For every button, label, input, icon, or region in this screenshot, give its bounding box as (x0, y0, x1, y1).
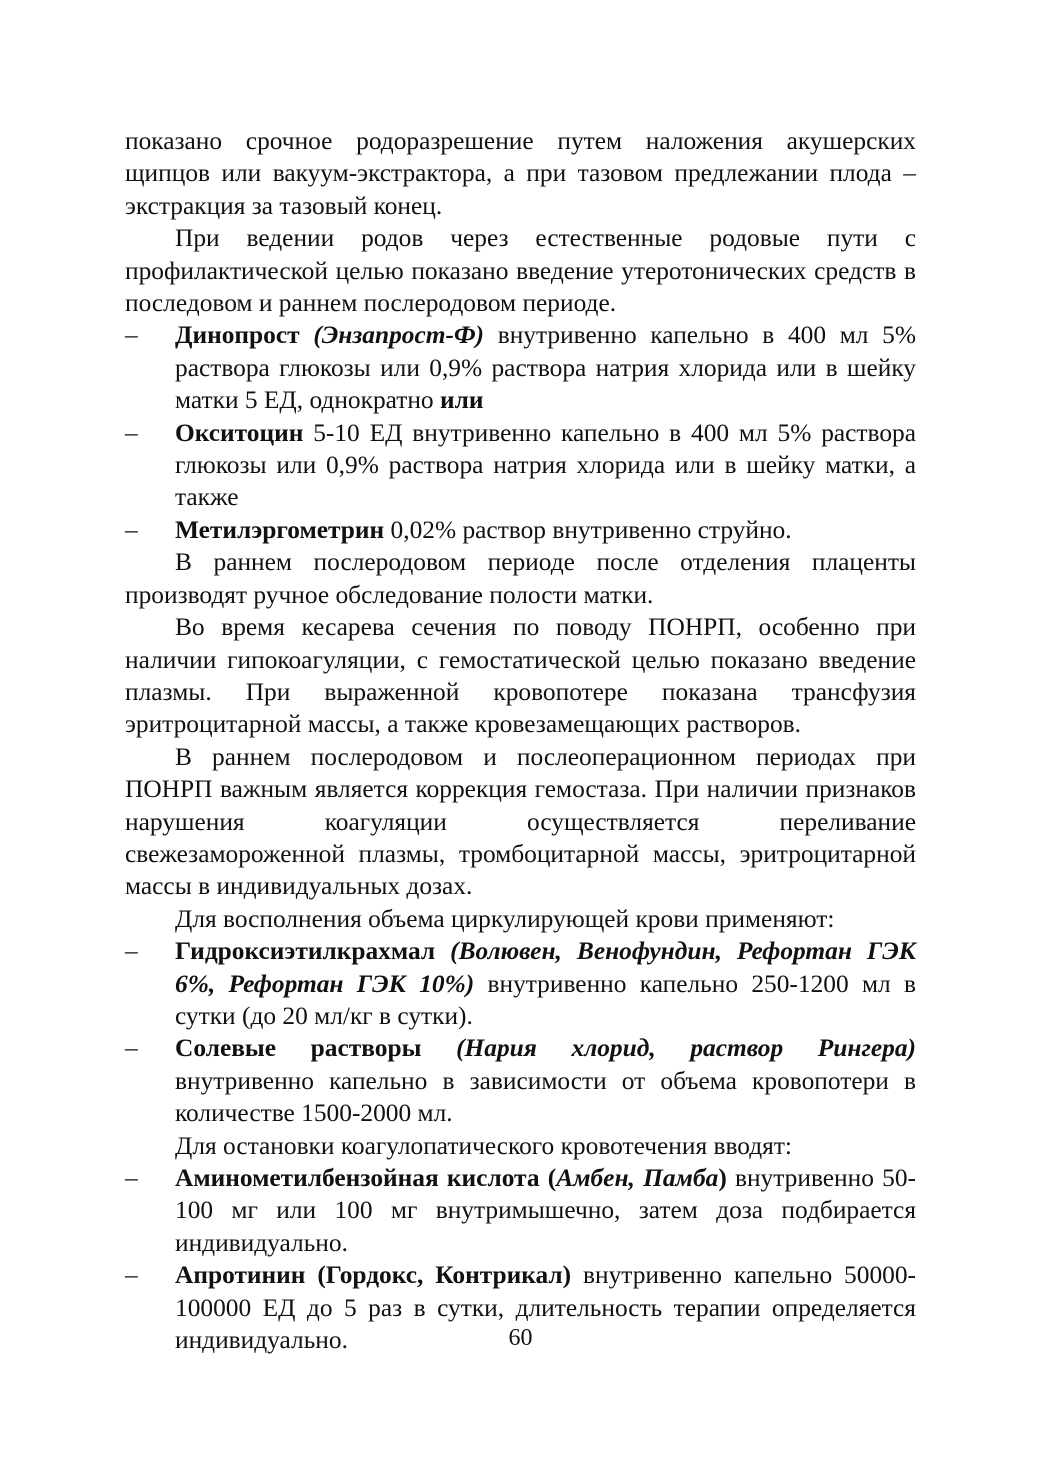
list-item-oxytocin (125, 417, 916, 514)
dash-marker: – (125, 1164, 138, 1192)
drug-instructions: внутривенно 50-100 мг или 100 мг внутримышечно, затем доза подбирается индивидуально. (175, 1164, 916, 1257)
paragraph-6: Для восполнения объема циркулирующей крови применяют: (175, 904, 835, 933)
drug-name: Окситоцин (175, 418, 304, 447)
dash-marker: – (125, 515, 138, 544)
drug-instructions: внутривенно капельно в зависимости от объема кровопотери в количестве 1500-2000 мл. (175, 1066, 916, 1128)
drug-name: Динопрост (175, 321, 300, 350)
list-item-aminomethylbenzoic (125, 1162, 916, 1259)
paragraph-7: Для остановки коагулопатического кровотечения вводят: (175, 1131, 792, 1160)
drug-trade-names: (Нария хлорид, раствор Рингера) (456, 1034, 916, 1063)
drug-instructions: внутривенно капельно в 400 мл 5% раствора глюкозы или 0,9% раствора натрия хлорида или в шейку матки 5 ЕД, однократно (175, 321, 916, 415)
dash-marker: – (125, 1034, 138, 1063)
drug-trade-names: (Энзапрост-Ф) (313, 321, 485, 350)
paragraph-5: В раннем послеродовом и послеоперационном периодах при ПОНРП важным является коррекция гемостаза. При наличии признаков нарушения коагуляции осуществляется переливание свежезамороженной плазмы, тромбоцитарной массы, эритроцитарной массы в индивидуальных дозах. (125, 742, 916, 901)
drug-paren-close: ) (718, 1164, 727, 1192)
paragraph-2: При ведении родов через естественные родовые пути с профилактической целью показано введение утеротонических средств в последовом и раннем послеродовом периоде. (125, 224, 916, 318)
paragraph-4: Во время кесарева сечения по поводу ПОНРП, особенно при наличии гипокоагуляции, с гемостатической целью показано введение плазмы. При выраженной кровопотере показана трансфузия эритроцитарной массы, а также кровезамещающих растворов. (125, 613, 916, 739)
dash-marker: – (125, 937, 138, 966)
drug-or: или (439, 386, 484, 415)
paragraph-3: В раннем послеродовом периоде после отделения плаценты производят ручное обследование полости матки. (125, 548, 916, 609)
list-item-hes (125, 935, 916, 1032)
drug-instructions: внутривенно капельно 50000-100000 ЕД до 5 раз в сутки, длительность терапии определяется индивидуально. (175, 1261, 916, 1355)
page-number: 60 (508, 1325, 533, 1351)
drug-name: Апротинин (Гордокс, Контрикал) (175, 1261, 572, 1290)
drug-instructions: 0,02% раствор внутривенно струйно. (384, 515, 792, 544)
list-item-saline (125, 1032, 916, 1129)
paragraph-1: показано срочное родоразрешение путем наложения акушерских щипцов или вакуум-экстрактора, а при тазовом предлежании плода – экстракция за тазовый конец. (125, 127, 916, 220)
drug-name: Аминометилбензойная кислота ( (175, 1164, 557, 1192)
drug-instructions: 5-10 ЕД внутривенно капельно в 400 мл 5% раствора глюкозы или 0,9% раствора натрия хлорида или в шейку матки, а также (175, 418, 916, 512)
dash-marker: – (125, 418, 138, 447)
drug-name: Солевые растворы (175, 1034, 422, 1063)
drug-trade-names: (Волювен, Венофундин, Рефортан ГЭК 6%, Рефортан ГЭК 10%) (175, 937, 916, 998)
list-item-dinoprost (125, 319, 916, 416)
drug-name: Гидроксиэтилкрахмал (175, 937, 436, 966)
page-body (125, 125, 916, 1356)
drug-name: Метилэргометрин (175, 515, 385, 544)
dash-marker: – (125, 321, 138, 350)
drug-trade-names: Амбен, Памба (556, 1164, 719, 1192)
dash-marker: – (125, 1261, 138, 1290)
list-item-methylergometrine (125, 514, 916, 546)
drug-instructions: внутривенно капельно 250-1200 мл в сутки (до 20 мл/кг в сутки). (175, 969, 916, 1030)
